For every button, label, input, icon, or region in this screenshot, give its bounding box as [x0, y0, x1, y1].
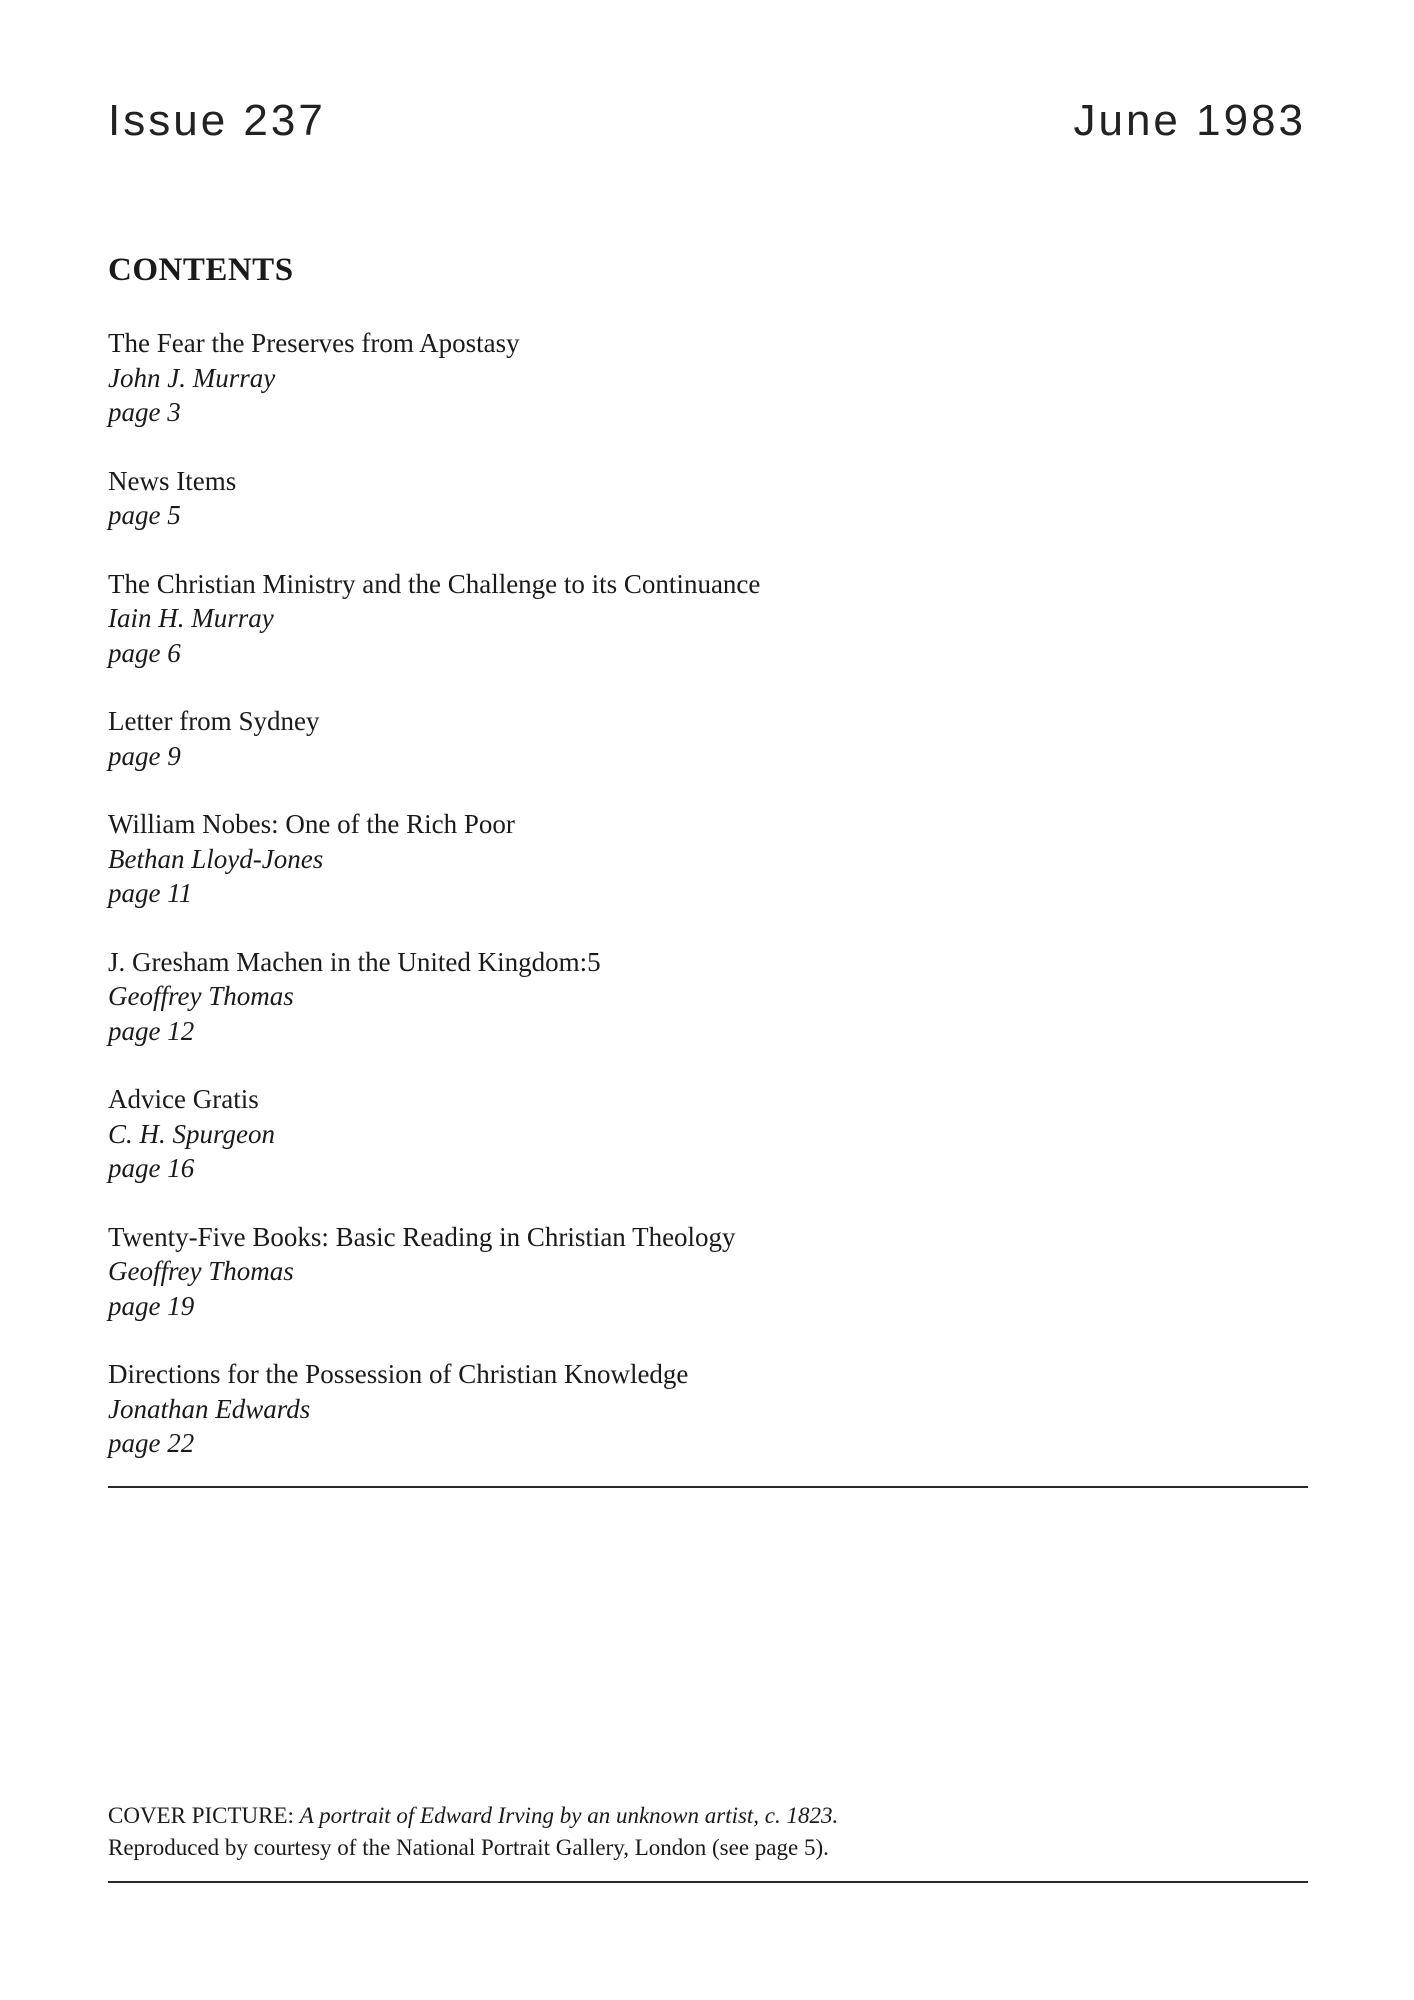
toc-entry-page: page 3 [108, 397, 181, 427]
toc-entry [108, 464, 1308, 533]
toc-entry-page: page 6 [108, 637, 181, 668]
toc-entry-author: Bethan Lloyd-Jones [108, 843, 324, 874]
toc-entry [108, 1220, 1308, 1324]
issue-date: June 1983 [1073, 96, 1306, 145]
toc-entry-author: John J. Murray [108, 362, 276, 393]
toc-entry-title: News Items [108, 465, 237, 496]
table-of-contents [108, 326, 1308, 1495]
page-header [108, 96, 1306, 156]
cover-picture-line [108, 1800, 1308, 1832]
toc-entry-page: page 5 [108, 500, 181, 530]
toc-entry-title: J. Gresham Machen in the United Kingdom:5 [108, 946, 601, 977]
toc-entry-title: Advice Gratis [108, 1084, 259, 1114]
cover-picture-note [108, 1800, 1308, 1864]
toc-entry [108, 326, 1308, 430]
toc-entry [108, 567, 1308, 671]
toc-entry-title: Letter from Sydney [108, 706, 320, 736]
divider [108, 1486, 1308, 1488]
toc-entry [108, 1082, 1308, 1186]
cover-picture-description: A portrait of Edward Irving by an unknown artist, c. 1823. [299, 1803, 839, 1828]
issue-number: Issue 237 [108, 96, 326, 145]
toc-entry [108, 1357, 1308, 1461]
cover-picture-credit: Reproduced by courtesy of the National Portrait Gallery, London (see page 5). [108, 1835, 829, 1860]
toc-entry [108, 945, 1308, 1049]
toc-entry-page: page 9 [108, 740, 181, 771]
toc-entry-author: C. H. Spurgeon [108, 1118, 275, 1149]
toc-entry-title: The Fear the Preserves from Apostasy [108, 328, 520, 358]
toc-entry-title: William Nobes: One of the Rich Poor [108, 809, 515, 839]
toc-entry-title: Directions for the Possession of Christian Knowledge [108, 1359, 689, 1389]
toc-entry-page: page 22 [108, 1428, 195, 1458]
toc-entry-page: page 16 [108, 1153, 195, 1183]
toc-entry-author: Geoffrey Thomas [108, 981, 294, 1011]
toc-entry-author: Iain H. Murray [108, 603, 274, 633]
toc-entry-title: Twenty-Five Books: Basic Reading in Christian Theology [108, 1221, 736, 1252]
cover-picture-label: COVER PICTURE: [108, 1803, 294, 1828]
toc-entry-page: page 19 [108, 1290, 195, 1321]
toc-entry-page: page 12 [108, 1015, 195, 1046]
contents-heading: CONTENTS [108, 252, 294, 288]
toc-entry-page: page 11 [108, 878, 193, 908]
toc-entry [108, 807, 1308, 911]
toc-entry-author: Jonathan Edwards [108, 1393, 311, 1424]
toc-entry [108, 704, 1308, 773]
toc-entry-author: Geoffrey Thomas [108, 1256, 294, 1286]
divider [108, 1881, 1308, 1883]
toc-entry-title: The Christian Ministry and the Challenge to its Continuance [108, 568, 761, 599]
